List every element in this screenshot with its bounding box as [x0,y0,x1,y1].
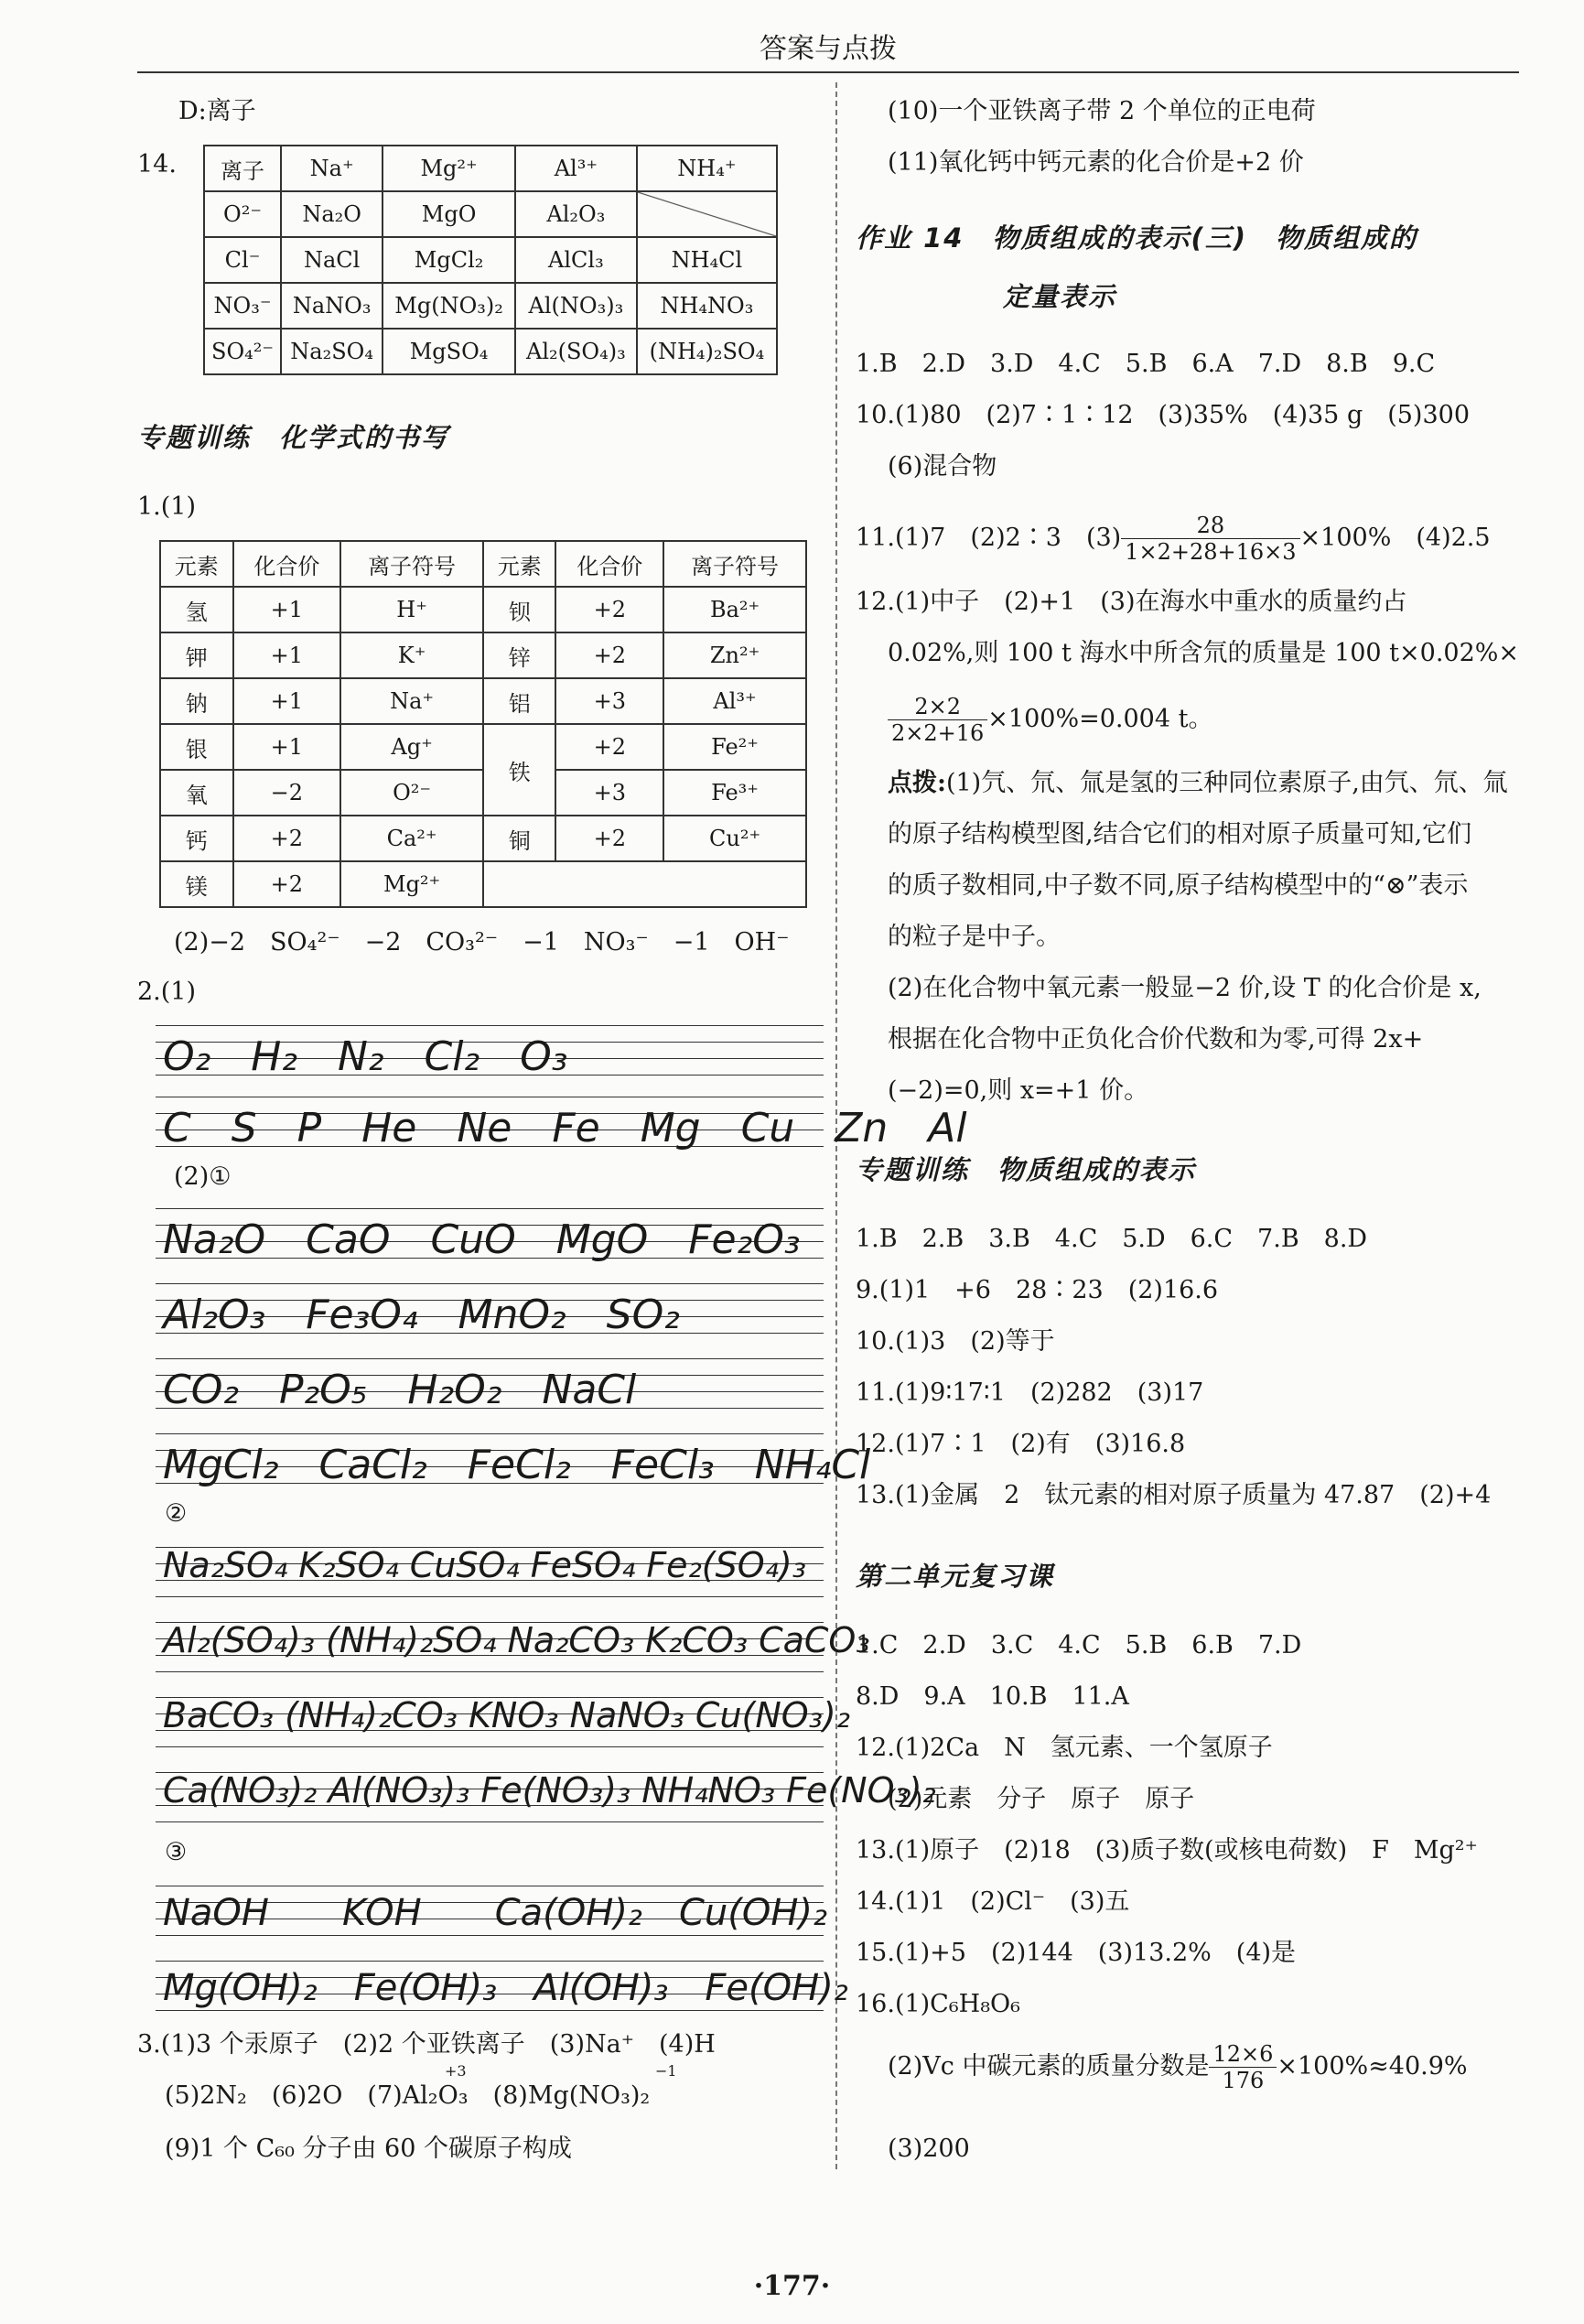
valence-mark-no3: −1 [655,2062,677,2080]
rv-q16b-post: ×100%≈40.9% [1277,2052,1468,2081]
tip-line3: 的质子数相同,中子数不同,原子结构模型中的“⊗”表示 [888,871,1469,900]
cell: Ba²⁺ [663,587,806,632]
cell: Na₂O [281,191,383,237]
cell: Fe³⁺ [663,770,806,816]
handwriting-line [156,1538,824,1616]
sp-q12: 12.(1)7∶1 (2)有 (3)16.8 [856,1430,1186,1458]
cell: +2 [555,816,663,861]
handwritten-formula: MgCl₂ CaCl₂ FeCl₂ FeCl₃ NH₄Cl [163,1442,871,1488]
handwriting-line [156,1199,824,1278]
cell: +1 [233,587,341,632]
handwritten-formula: Na₂SO₄ K₂SO₄ CuSO₄ FeSO₄ Fe₂(SO₄)₃ [163,1545,806,1585]
answer-d: D:离子 [178,97,256,125]
sp-q10: 10.(1)3 (2)等于 [856,1327,1055,1356]
denominator: 176 [1222,2068,1265,2093]
cell: O²⁻ [204,191,281,237]
rv-q13: 13.(1)原子 (2)18 (3)质子数(或核电荷数) F Mg²⁺ [856,1836,1478,1865]
header-cell: 化合价 [555,541,663,587]
handwriting-line [156,1087,967,1166]
page-header-title: 答案与点拨 [760,33,897,65]
cell: Zn²⁺ [663,632,806,678]
q2-part2-label: (2)① [174,1162,232,1191]
sp-q11: 11.(1)9∶17∶1 (2)282 (3)17 [856,1378,1204,1407]
handwriting-line [156,1876,828,1955]
section-title-composition: 专题训练 物质组成的表示 [856,1154,1197,1185]
q3-line2: (5)2N₂ (6)2O (7)Al₂O₃ (8)Mg(NO₃)₂ [165,2081,651,2110]
cell: 氧 [160,770,233,816]
section-title-formula-writing: 专题训练 化学式的书写 [137,422,450,453]
cell: +2 [233,861,341,907]
tip-text: (1)氕、氘、氚是氢的三种同位素原子,由氕、氘、氚 [945,769,1508,797]
section-title-hw14-cont: 定量表示 [1003,281,1117,312]
cell: SO₄²⁻ [204,329,281,374]
cell: Ca²⁺ [340,816,483,861]
right-line-11: (11)氧化钙中钙元素的化合价是+2 价 [888,148,1304,177]
tip-line1 [888,767,1508,800]
cell: NH₄Cl [637,237,777,283]
cell: Cu²⁺ [663,816,806,861]
rv-q15: 15.(1)+5 (2)144 (3)13.2% (4)是 [856,1939,1297,1967]
cell: Na₂SO₄ [281,329,383,374]
handwriting-line [156,1613,870,1692]
q1-part1: 1.(1) [137,492,197,521]
hw14-q10-6: (6)混合物 [888,452,997,481]
rv-q16b-pre: (2)Vc 中碳元素的质量分数是 [888,2052,1210,2081]
cell: Al³⁺ [515,146,637,191]
rv-q12a: 12.(1)2Ca N 氢元素、一个氢原子 [856,1734,1273,1762]
sp-q9: 9.(1)1 +6 28∶23 (2)16.6 [856,1276,1219,1304]
tip-line2: 的原子结构模型图,结合它们的相对原子质量可知,它们 [888,820,1472,849]
hw14-q10: 10.(1)80 (2)7∶1∶12 (3)35% (4)35 g (5)300 [856,401,1471,429]
cell: Mg(NO₃)₂ [383,283,515,329]
header-rule [137,71,1519,73]
sp-mc-answers: 1.B 2.B 3.B 4.C 5.D 6.C 7.B 8.D [856,1225,1368,1253]
empty-cell [483,861,806,907]
tip-line6: 根据在化合物中正负化合价代数和为零,可得 2x+ [888,1025,1424,1054]
cell: +2 [555,587,663,632]
q3-line3: (9)1 个 C₆₀ 分子由 60 个碳原子构成 [165,2135,572,2163]
cell: AlCl₃ [515,237,637,283]
header-cell: 离子符号 [340,541,483,587]
valence-table [159,540,807,908]
cell: NH₄NO₃ [637,283,777,329]
cell: NO₃⁻ [204,283,281,329]
hw14-q12-line2: 0.02%,则 100 t 海水中所含氘的质量是 100 t×0.02%× [888,639,1520,667]
handwriting-line [156,1424,871,1503]
denominator: 2×2+16 [891,720,985,746]
cell: MgO [383,191,515,237]
tip-line4: 的粒子是中子。 [888,923,1061,951]
cell: +2 [233,816,341,861]
cell: Mg²⁺ [383,146,515,191]
rv-mc-1: 1.C 2.D 3.C 4.C 5.B 6.B 7.D [856,1631,1302,1659]
cell: K⁺ [340,632,483,678]
cell: Na⁺ [281,146,383,191]
cell: (NH₄)₂SO₄ [637,329,777,374]
rv-mc-2: 8.D 9.A 10.B 11.A [856,1682,1129,1711]
cell: Al₂(SO₄)₃ [515,329,637,374]
cell: Ag⁺ [340,724,483,770]
header-cell: 元素 [483,541,556,587]
handwritten-formula: Mg(OH)₂ Fe(OH)₃ Al(OH)₃ Fe(OH)₂ [163,1967,848,2009]
header-cell: 化合价 [233,541,341,587]
q2-part1: 2.(1) [137,978,197,1006]
cell: 银 [160,724,233,770]
handwritten-formula: NaOH KOH Ca(OH)₂ Cu(OH)₂ [163,1892,828,1934]
handwritten-formula: BaCO₃ (NH₄)₂CO₃ KNO₃ NaNO₃ Cu(NO₃)₂ [163,1695,850,1735]
cell: Al₂O₃ [515,191,637,237]
handwritten-formula: O₂ H₂ N₂ Cl₂ O₃ [163,1033,568,1080]
cell: NaNO₃ [281,283,383,329]
cell: 镁 [160,861,233,907]
denominator: 1×2+28+16×3 [1125,539,1297,565]
section-title-hw14: 作业 14 物质组成的表示(三) 物质组成的 [856,222,1417,254]
cell: 铜 [483,816,556,861]
hw14-q12-line1: 12.(1)中子 (2)+1 (3)在海水中重水的质量约占 [856,588,1407,616]
diagonal-empty-cell [637,191,777,237]
handwriting-line [156,1688,850,1767]
cell: 氢 [160,587,233,632]
hw14-q11 [856,511,1491,566]
valence-mark-al: +3 [445,2062,467,2080]
cell: Al(NO₃)₃ [515,283,637,329]
handwritten-formula: Ca(NO₃)₂ Al(NO₃)₃ Fe(NO₃)₃ NH₄NO₃ Fe(NO₃)₂ [163,1770,936,1811]
hw14-q12-line3 [888,692,1212,747]
header-cell: 元素 [160,541,233,587]
cell: 钡 [483,587,556,632]
cell: +1 [233,724,341,770]
cell: +3 [555,678,663,724]
cell: Cl⁻ [204,237,281,283]
q3-line1: 3.(1)3 个汞原子 (2)2 个亚铁离子 (3)Na⁺ (4)H [137,2030,716,2059]
cell: O²⁻ [340,770,483,816]
cell: 离子 [204,146,281,191]
section-title-unit2-review: 第二单元复习课 [856,1561,1055,1592]
tip-label: 点拨: [888,769,946,797]
hw14-q11-pre: 11.(1)7 (2)2∶3 (3) [856,524,1122,552]
cell: MgSO₄ [383,329,515,374]
cell: 钙 [160,816,233,861]
hw14-q11-post: ×100% (4)2.5 [1299,524,1491,552]
handwritten-formula: Na₂O CaO CuO MgO Fe₂O₃ [163,1216,801,1263]
rv-q16a: 16.(1)C₆H₈O₆ [856,1990,1020,2018]
hw14-mc-answers: 1.B 2.D 3.D 4.C 5.B 6.A 7.D 8.B 9.C [856,350,1436,378]
handwriting-line [156,1763,936,1842]
fraction [888,694,987,746]
rv-q16b [888,2039,1468,2094]
cell: 锌 [483,632,556,678]
cell: +2 [555,724,663,770]
cell: Mg²⁺ [340,861,483,907]
cell: NH₄⁺ [637,146,777,191]
cell: MgCl₂ [383,237,515,283]
q14-number: 14. [137,150,177,178]
numerator: 28 [1121,513,1299,539]
cell: +3 [555,770,663,816]
cell: 铝 [483,678,556,724]
numerator: 12×6 [1209,2041,1277,2068]
cell: Al³⁺ [663,678,806,724]
handwritten-formula: Al₂O₃ Fe₃O₄ MnO₂ SO₂ [163,1292,680,1338]
handwriting-line [156,1951,848,2030]
cell: Na⁺ [340,678,483,724]
numerator: 2×2 [888,694,987,720]
cell-iron: 铁 [483,724,556,816]
handwritten-formula: C S P He Ne Fe Mg Cu Zn Al [163,1105,967,1151]
cell: +1 [233,678,341,724]
rv-q16c: (3)200 [888,2135,970,2163]
rv-q12b: (2)元素 分子 原子 原子 [888,1785,1195,1813]
handwritten-formula: Al₂(SO₄)₃ (NH₄)₂SO₄ Na₂CO₃ K₂CO₃ CaCO₃ [163,1620,870,1660]
fraction [1209,2041,1277,2093]
cell: −2 [233,770,341,816]
circled-3: ③ [165,1838,188,1866]
handwriting-line [156,1016,824,1095]
right-line-10: (10)一个亚铁离子带 2 个单位的正电荷 [888,97,1316,125]
sp-q13: 13.(1)金属 2 钛元素的相对原子质量为 47.87 (2)+4 [856,1481,1492,1509]
handwriting-line [156,1349,824,1428]
q1-part2: (2)−2 SO₄²⁻ −2 CO₃²⁻ −1 NO₃⁻ −1 OH⁻ [174,928,790,957]
handwriting-line [156,1274,824,1353]
header-cell: 离子符号 [663,541,806,587]
cell: Fe²⁺ [663,724,806,770]
tip-line5: (2)在化合物中氧元素一般显−2 价,设 T 的化合价是 x, [888,974,1482,1002]
fraction [1121,513,1299,565]
hw14-q12-post: ×100%=0.004 t。 [987,705,1213,733]
tip-line7: (−2)=0,则 x=+1 价。 [888,1076,1149,1105]
cell: NaCl [281,237,383,283]
page-number: ·177· [753,2270,831,2302]
circled-2: ② [165,1499,188,1528]
rv-q14: 14.(1)1 (2)Cl⁻ (3)五 [856,1887,1130,1916]
cell: 钠 [160,678,233,724]
cell: 钾 [160,632,233,678]
cell: +1 [233,632,341,678]
cell: +2 [555,632,663,678]
ion-compound-table [203,145,778,375]
handwritten-formula: CO₂ P₂O₅ H₂O₂ NaCl [163,1367,637,1413]
cell: H⁺ [340,587,483,632]
